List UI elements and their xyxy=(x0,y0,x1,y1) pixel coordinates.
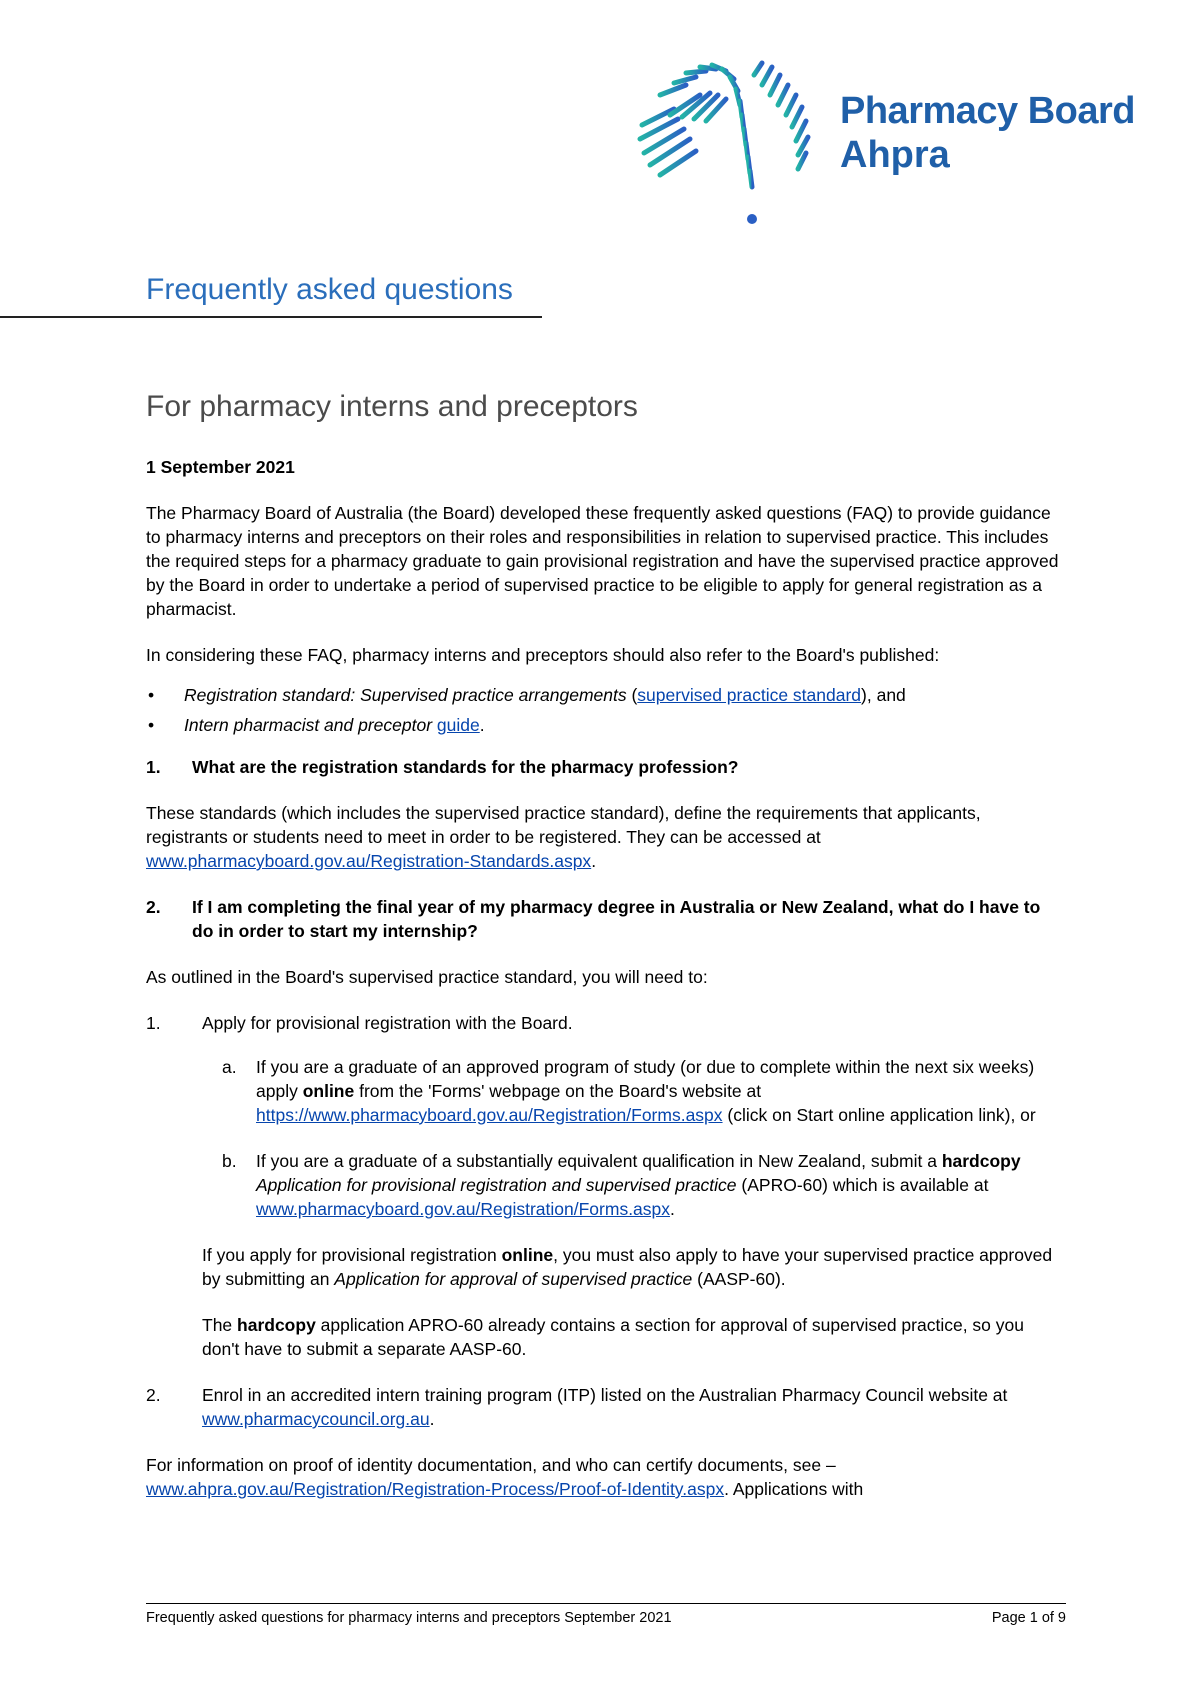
document-date: 1 September 2021 xyxy=(146,457,295,477)
supervised-practice-standard-link[interactable]: supervised practice standard xyxy=(637,685,862,705)
logo-text xyxy=(840,89,1135,177)
page-number: Page 1 of 9 xyxy=(991,1610,1066,1626)
document-body xyxy=(146,455,1066,1523)
guide-link[interactable]: guide xyxy=(436,715,480,735)
list-item: a. If you are a graduate of an approved program of study (or due to complete within the next six weeks) apply online from the 'Forms' webpage on the Board's website at https://www.pharmacyboard.gov.au/Registration/Forms.aspx (click on Start online application link), or xyxy=(222,1057,1036,1125)
forms-link[interactable]: www.pharmacyboard.gov.au/Registration/Forms.aspx xyxy=(256,1199,671,1219)
document-subtitle: For pharmacy interns and preceptors xyxy=(146,390,638,423)
page-footer xyxy=(146,1603,1066,1626)
pharmacy-board-logo xyxy=(630,55,1140,235)
logo-line1: Pharmacy Board xyxy=(840,90,1136,132)
forms-https-link[interactable]: https://www.pharmacyboard.gov.au/Registration/Forms.aspx xyxy=(256,1105,723,1125)
reference-list xyxy=(146,683,1066,737)
answer-1-paragraph: These standards (which includes the supervised practice standard), define the requirements that applicants, registrants or students need to meet in order to be registered. They can be accessed at www.pharmacyboard.gov.au/Registration-Standards.aspx. xyxy=(146,803,981,871)
document-title: Frequently asked questions xyxy=(0,270,542,318)
question-1-heading: 1. What are the registration standards for the pharmacy profession? xyxy=(146,757,739,777)
consider-paragraph: In considering these FAQ, pharmacy interns and preceptors should also refer to the Board's published: xyxy=(146,645,940,665)
list-item: 2. Enrol in an accredited intern training program (ITP) listed on the Australian Pharmacy Council website at www.pharmacycouncil.org.au. xyxy=(146,1385,1008,1429)
question-2-heading: 2. If I am completing the final year of my pharmacy degree in Australia or New Zealand, what do I have to do in order to start my internship? xyxy=(146,897,1041,941)
list-item: b. If you are a graduate of a substantially equivalent qualification in New Zealand, submit a hardcopy Application for provisional registration and supervised practice (APRO-60) which is available at www.pharmacyboard.gov.au/Registration/Forms.aspx. xyxy=(222,1151,1021,1219)
intro-paragraph: The Pharmacy Board of Australia (the Board) developed these frequently asked questions (FAQ) to provide guidance to pharmacy interns and preceptors on their roles and responsibilities in relation to supervised practice. This includes the required steps for a pharmacy graduate to gain provisional registration and have the supervised practice approved by the Board in order to undertake a period of supervised practice to be eligible to apply for general registration as a pharmacist. xyxy=(146,503,1059,619)
answer-2-lead: As outlined in the Board's supervised practice standard, you will need to: xyxy=(146,967,708,987)
list-item: 1. Apply for provisional registration with the Board. a. If you are a graduate of an approved program of study (or due to complete within the next six weeks) apply online from the 'Forms' webpage on the Board's website at https://www.pharmacyboard.gov.au/Registration/Forms.aspx (click on Start online application link), or b. If you are a graduate of a substantially equivalent qualification in New Zealand, submit a hardcopy Application for provisional registration and supervised practice (APRO-60) which is available at www.pharmacyboard.gov.au/Registration/Forms.aspx. If you apply for provisional registration online, you must also apply to have your supervised practice approved by submitting an Application for approval of supervised practice (AASP-60). The hardcopy application APRO-60 already contains a section for approval of supervised practice, so you don't have to submit a separate AASP-60. xyxy=(146,1011,1066,1361)
steps-list xyxy=(146,1011,1066,1431)
logo-line2: Ahpra xyxy=(840,134,950,176)
online-paragraph: If you apply for provisional registration online, you must also apply to have your supervised practice approved by submitting an Application for approval of supervised practice (AASP-60). xyxy=(202,1245,1053,1289)
proof-of-identity-link[interactable]: www.ahpra.gov.au/Registration/Registration-Process/Proof-of-Identity.aspx xyxy=(146,1479,725,1499)
australia-map-icon xyxy=(630,55,840,235)
hardcopy-paragraph: The hardcopy application APRO-60 already contains a section for approval of supervised practice, so you don't have to submit a separate AASP-60. xyxy=(202,1315,1024,1359)
sub-steps-list xyxy=(202,1055,1066,1221)
proof-of-identity-paragraph: For information on proof of identity documentation, and who can certify documents, see – www.ahpra.gov.au/Registration/Registration-Process/Proof-of-Identity.aspx. Applications with xyxy=(146,1455,864,1499)
footer-title: Frequently asked questions for pharmacy interns and preceptors September 2021 xyxy=(146,1610,672,1626)
list-item: • Intern pharmacist and preceptor guide. xyxy=(184,713,1066,737)
pharmacy-council-link[interactable]: www.pharmacycouncil.org.au xyxy=(202,1409,430,1429)
list-item: • Registration standard: Supervised practice arrangements (supervised practice standard), and xyxy=(184,683,1066,707)
registration-standards-link[interactable]: www.pharmacyboard.gov.au/Registration-Standards.aspx xyxy=(146,851,592,871)
